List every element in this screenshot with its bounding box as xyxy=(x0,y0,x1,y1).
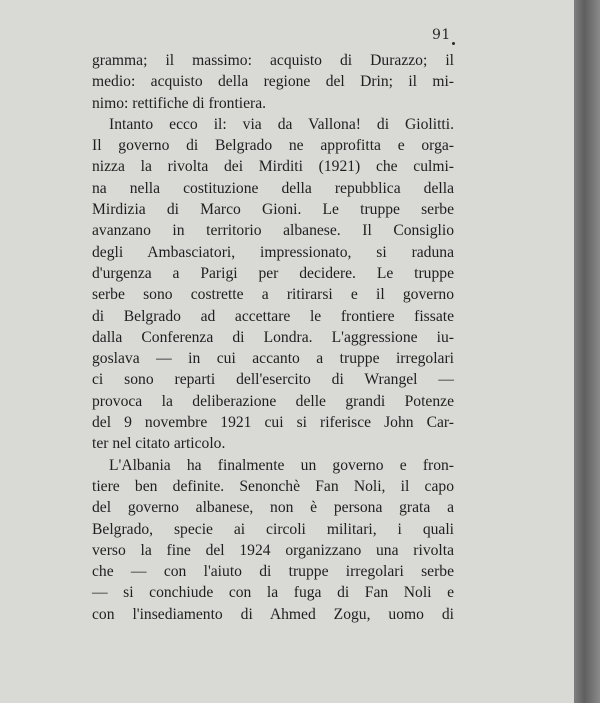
paragraph-2 xyxy=(92,114,454,455)
text-line: Mirdizia di Marco Gioni. Le truppe serbe xyxy=(92,201,454,219)
page-edge-shadow xyxy=(574,0,600,703)
text-line: verso la fine del 1924 organizzano una rivolta xyxy=(92,541,454,559)
text-line: nizza la rivolta dei Mirditi (1921) che culmi- xyxy=(92,158,454,176)
text-line: con l'insediamento di Ahmed Zogu, uomo di xyxy=(92,605,454,623)
text-line: del 9 novembre 1921 cui si riferisce John Car- xyxy=(92,414,454,432)
text-line: Belgrado, specie ai circoli militari, i quali xyxy=(92,520,454,538)
text-line: ter nel citato articolo. xyxy=(92,435,226,453)
text-line: na nella costituzione della repubblica della xyxy=(92,179,454,197)
text-line: provoca la deliberazione delle grandi Potenze xyxy=(92,392,454,410)
text-line: medio: acquisto della regione del Drin; il mi- xyxy=(92,73,454,91)
paragraph-1 xyxy=(92,50,454,114)
text-line: dalla Conferenza di Londra. L'aggressione iu- xyxy=(92,328,454,346)
text-line: di Belgrado ad accettare le frontiere fissate xyxy=(92,307,454,325)
text-line: serbe sono costrette a ritirarsi e il governo xyxy=(92,286,454,304)
text-line: Intanto ecco il: via da Vallona! di Giolitti. xyxy=(109,115,454,133)
text-line: L'Albania ha finalmente un governo e fron- xyxy=(109,456,454,474)
text-line: d'urgenza a Parigi per decidere. Le truppe xyxy=(92,264,454,282)
text-line: che — con l'aiuto di truppe irregolari serbe xyxy=(92,563,454,581)
text-line: Il governo di Belgrado ne approfitta e orga- xyxy=(92,137,454,155)
text-line: goslava — in cui accanto a truppe irregolari xyxy=(92,350,454,368)
body-text xyxy=(92,50,454,625)
text-line: gramma; il massimo: acquisto di Durazzo; il xyxy=(92,52,454,69)
text-line: avanzano in territorio albanese. Il Consiglio xyxy=(92,222,454,240)
text-line: — si conchiude con la fuga di Fan Noli e xyxy=(92,584,454,602)
text-line: nimo: rettifiche di frontiera. xyxy=(92,94,267,112)
paragraph-3 xyxy=(92,455,454,625)
text-line: ci sono reparti dell'esercito di Wrangel — xyxy=(92,371,454,389)
text-line: del governo albanese, non è persona grata a xyxy=(92,499,454,517)
text-line: tiere ben definite. Senonchè Fan Noli, il capo xyxy=(92,477,454,495)
page-number: 91 xyxy=(432,27,455,45)
text-line: degli Ambasciatori, impressionato, si raduna xyxy=(92,243,454,261)
